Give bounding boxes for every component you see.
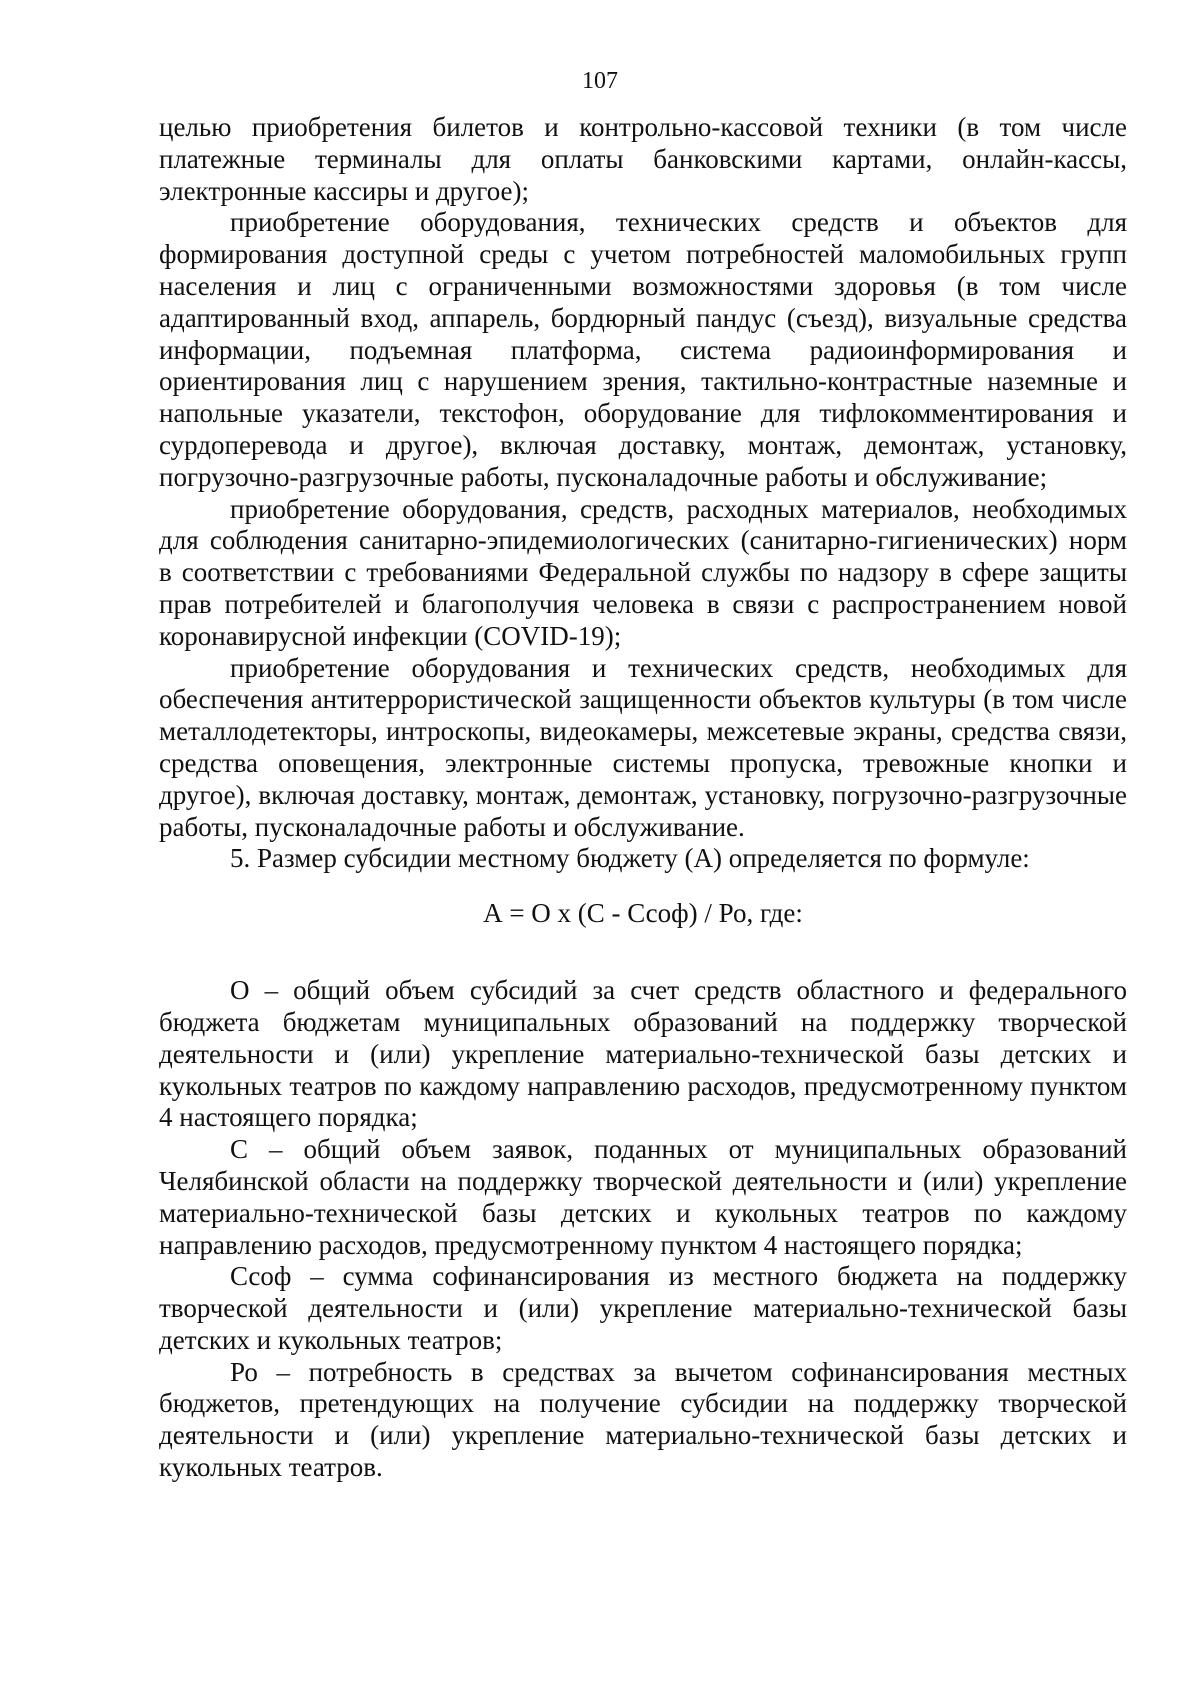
paragraph-continuation: целью приобретения билетов и контрольно-кассовой техники (в том числе платежные терминалы для оплаты банковскими картами, онлайн-кассы, электронные кассиры и другое); xyxy=(159,112,1127,206)
document-body xyxy=(159,112,1127,1484)
paragraph-accessible-environment: приобретение оборудования, технических средств и объектов для формирования доступной среды с учетом потребностей маломобильных групп населения и лиц с ограниченными возможностями здоровья (в том числе адаптированный вход, аппарель, бордюрный пандус (съезд), визуальные средства информации, подъемная платформа, система радиоинформирования и ориентирования лиц с нарушением зрения, тактильно-контрастные наземные и напольные указатели, текстофон, оборудование для тифлокомментирования и сурдоперевода и другое), включая доставку, монтаж, демонтаж, установку, погрузочно-разгрузочные работы, пусконаладочные работы и обслуживание; xyxy=(159,207,1127,492)
definition-csof: Ссоф – сумма софинансирования из местного бюджета на поддержку творческой деятельности и (или) укрепление материально-технической базы детских и кукольных театров; xyxy=(159,1261,1127,1355)
paragraph-subsidy-formula-intro: 5. Размер субсидии местному бюджету (А) определяется по формуле: xyxy=(230,843,1030,874)
definition-o: О – общий объем субсидий за счет средств областного и федерального бюджета бюджетам муниципальных образований на поддержку творческой деятельности и (или) укрепление материально-технической базы детских и кукольных театров по каждому направлению расходов, предусмотренному пунктом 4 настоящего порядка; xyxy=(159,975,1127,1133)
paragraph-antiterror-equipment: приобретение оборудования и технических средств, необходимых для обеспечения антитеррористической защищенности объектов культуры (в том числе металлодетекторы, интроскопы, видеокамеры, межсетевые экраны, средства связи, средства оповещения, электронные системы пропуска, тревожные кнопки и другое), включая доставку, монтаж, демонтаж, установку, погрузочно-разгрузочные работы, пусконаладочные работы и обслуживание. xyxy=(159,652,1127,842)
subsidy-formula: А = О х (С - Ссоф) / Ро, где: xyxy=(483,898,803,929)
page-number: 107 xyxy=(582,68,618,94)
definition-ro: Ро – потребность в средствах за вычетом софинансирования местных бюджетов, претендующих на получение субсидии на поддержку творческой деятельности и (или) укрепление материально-технической базы детских и кукольных театров. xyxy=(159,1356,1127,1483)
paragraph-sanitary-equipment: приобретение оборудования, средств, расходных материалов, необходимых для соблюдения санитарно-эпидемиологических (санитарно-гигиенических) норм в соответствии с требованиями Федеральной службы по надзору в сфере защиты прав потребителей и благополучия человека в связи с распространением новой коронавирусной инфекции (COVID-19); xyxy=(159,493,1127,651)
definition-c: С – общий объем заявок, поданных от муниципальных образований Челябинской области на поддержку творческой деятельности и (или) укрепление материально-технической базы детских и кукольных театров по каждому направлению расходов, предусмотренному пунктом 4 настоящего порядка; xyxy=(159,1134,1127,1260)
formula-spacer xyxy=(159,951,1127,975)
